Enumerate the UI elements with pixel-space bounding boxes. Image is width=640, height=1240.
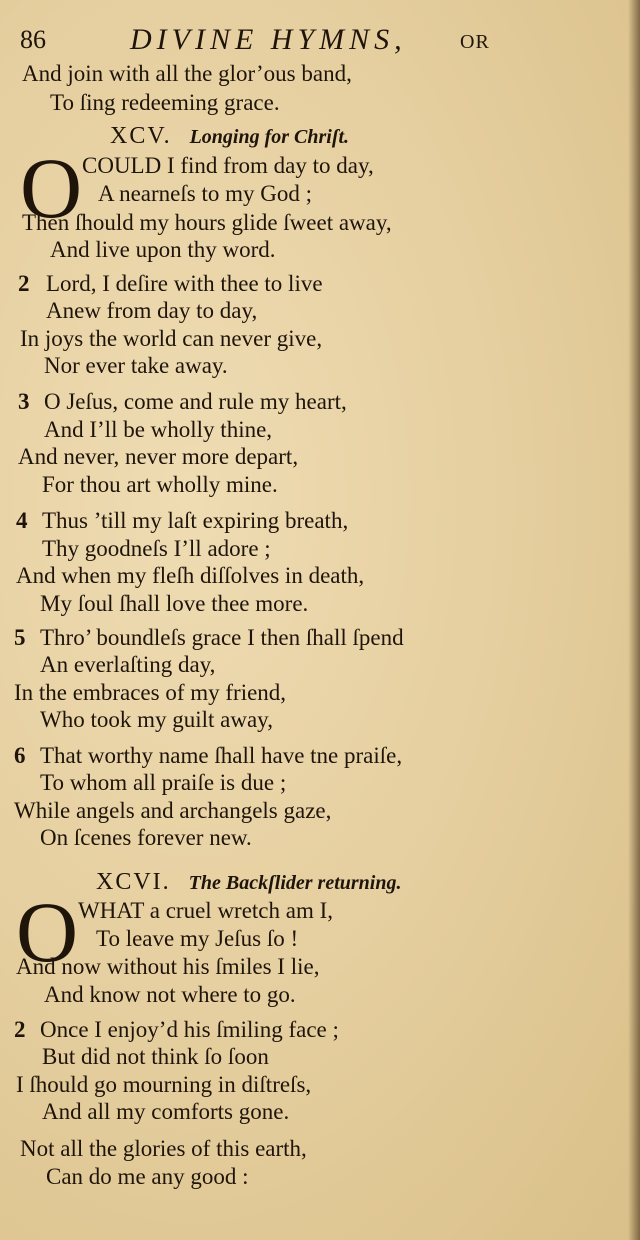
verse-line: And live upon thy word. [50, 237, 276, 262]
continuation-line: And join with all the glor’ous band, [22, 61, 352, 86]
verse-line: That worthy name ſhall have tne praiſe, [40, 743, 403, 768]
verse-line: WHAT a cruel wretch am I, [78, 898, 334, 923]
verse-number: 5 [14, 625, 26, 650]
verse-line: But did not think ſo ſoon [42, 1044, 269, 1069]
verse-line: And never, never more depart, [18, 444, 299, 469]
verse-number: 3 [18, 389, 30, 414]
verse-line: While angels and archangels gaze, [14, 798, 332, 823]
verse-line: Thro’ boundleſs grace I then ſhall ſpend [40, 625, 404, 650]
verse-line: In joys the world can never give, [20, 326, 323, 351]
verse-line: And all my comforts gone. [42, 1099, 290, 1124]
hymn-number: XCVI. [96, 869, 171, 895]
verse-line: Can do me any good : [46, 1164, 249, 1189]
verse-line: An everlaſting day, [40, 652, 216, 677]
hymn-subtitle: The Backſlider returning. [188, 872, 402, 894]
verse-line: Once I enjoy’d his ſmiling face ; [40, 1017, 339, 1042]
verse-line: And when my fleſh diſſolves in death, [16, 563, 365, 588]
verse-line: In the embraces of my friend, [14, 680, 287, 705]
verse-line: Who took my guilt away, [40, 707, 273, 732]
verse-line: Anew from day to day, [46, 298, 258, 323]
running-title: DIVINE HYMNS, [130, 23, 407, 56]
verse-number: 2 [14, 1017, 26, 1042]
verse-line: To leave my Jeſus ſo ! [96, 926, 299, 951]
verse-line: My ſoul ſhall love thee more. [40, 591, 309, 616]
verse-line: And I’ll be wholly thine, [44, 417, 273, 442]
hymn-number: XCV. [110, 123, 172, 149]
verse-line: A nearneſs to my God ; [98, 181, 312, 206]
drop-cap: O [20, 140, 83, 236]
verse-line: To whom all praiſe is due ; [40, 770, 287, 795]
verse-number: 2 [18, 271, 30, 296]
verse-line: Then ſhould my hours glide ſweet away, [22, 210, 392, 235]
continuation-line: To ſing redeeming grace. [50, 90, 280, 115]
verse-line: Lord, I deſire with thee to live [46, 271, 323, 296]
verse-line: I ſhould go mourning in diſtreſs, [16, 1072, 312, 1097]
verse-number: 6 [14, 743, 26, 768]
page-gutter-shadow [628, 0, 640, 1240]
hymn-heading [110, 122, 349, 151]
catchword: OR [460, 31, 490, 53]
verse-line: For thou art wholly mine. [42, 472, 278, 497]
verse-line: Thy goodneſs I’ll adore ; [42, 536, 271, 561]
hymn-subtitle: Longing for Chriſt. [189, 126, 350, 148]
verse-line: Nor ever take away. [44, 353, 228, 378]
page-number: 86 [20, 25, 46, 54]
verse-line: And now without his ſmiles I lie, [16, 954, 320, 979]
verse-number: 4 [16, 508, 28, 533]
drop-cap: O [16, 884, 79, 980]
page-header [18, 22, 618, 58]
verse-line: Thus ’till my laſt expiring breath, [42, 508, 349, 533]
verse-line: O Jeſus, come and rule my heart, [44, 389, 347, 414]
verse-line: And know not where to go. [44, 982, 296, 1007]
verse-line: Not all the glories of this earth, [20, 1136, 307, 1161]
verse-line: COULD I find from day to day, [82, 153, 374, 178]
hymn-heading [96, 868, 401, 897]
verse-line: On ſcenes forever new. [40, 825, 252, 850]
